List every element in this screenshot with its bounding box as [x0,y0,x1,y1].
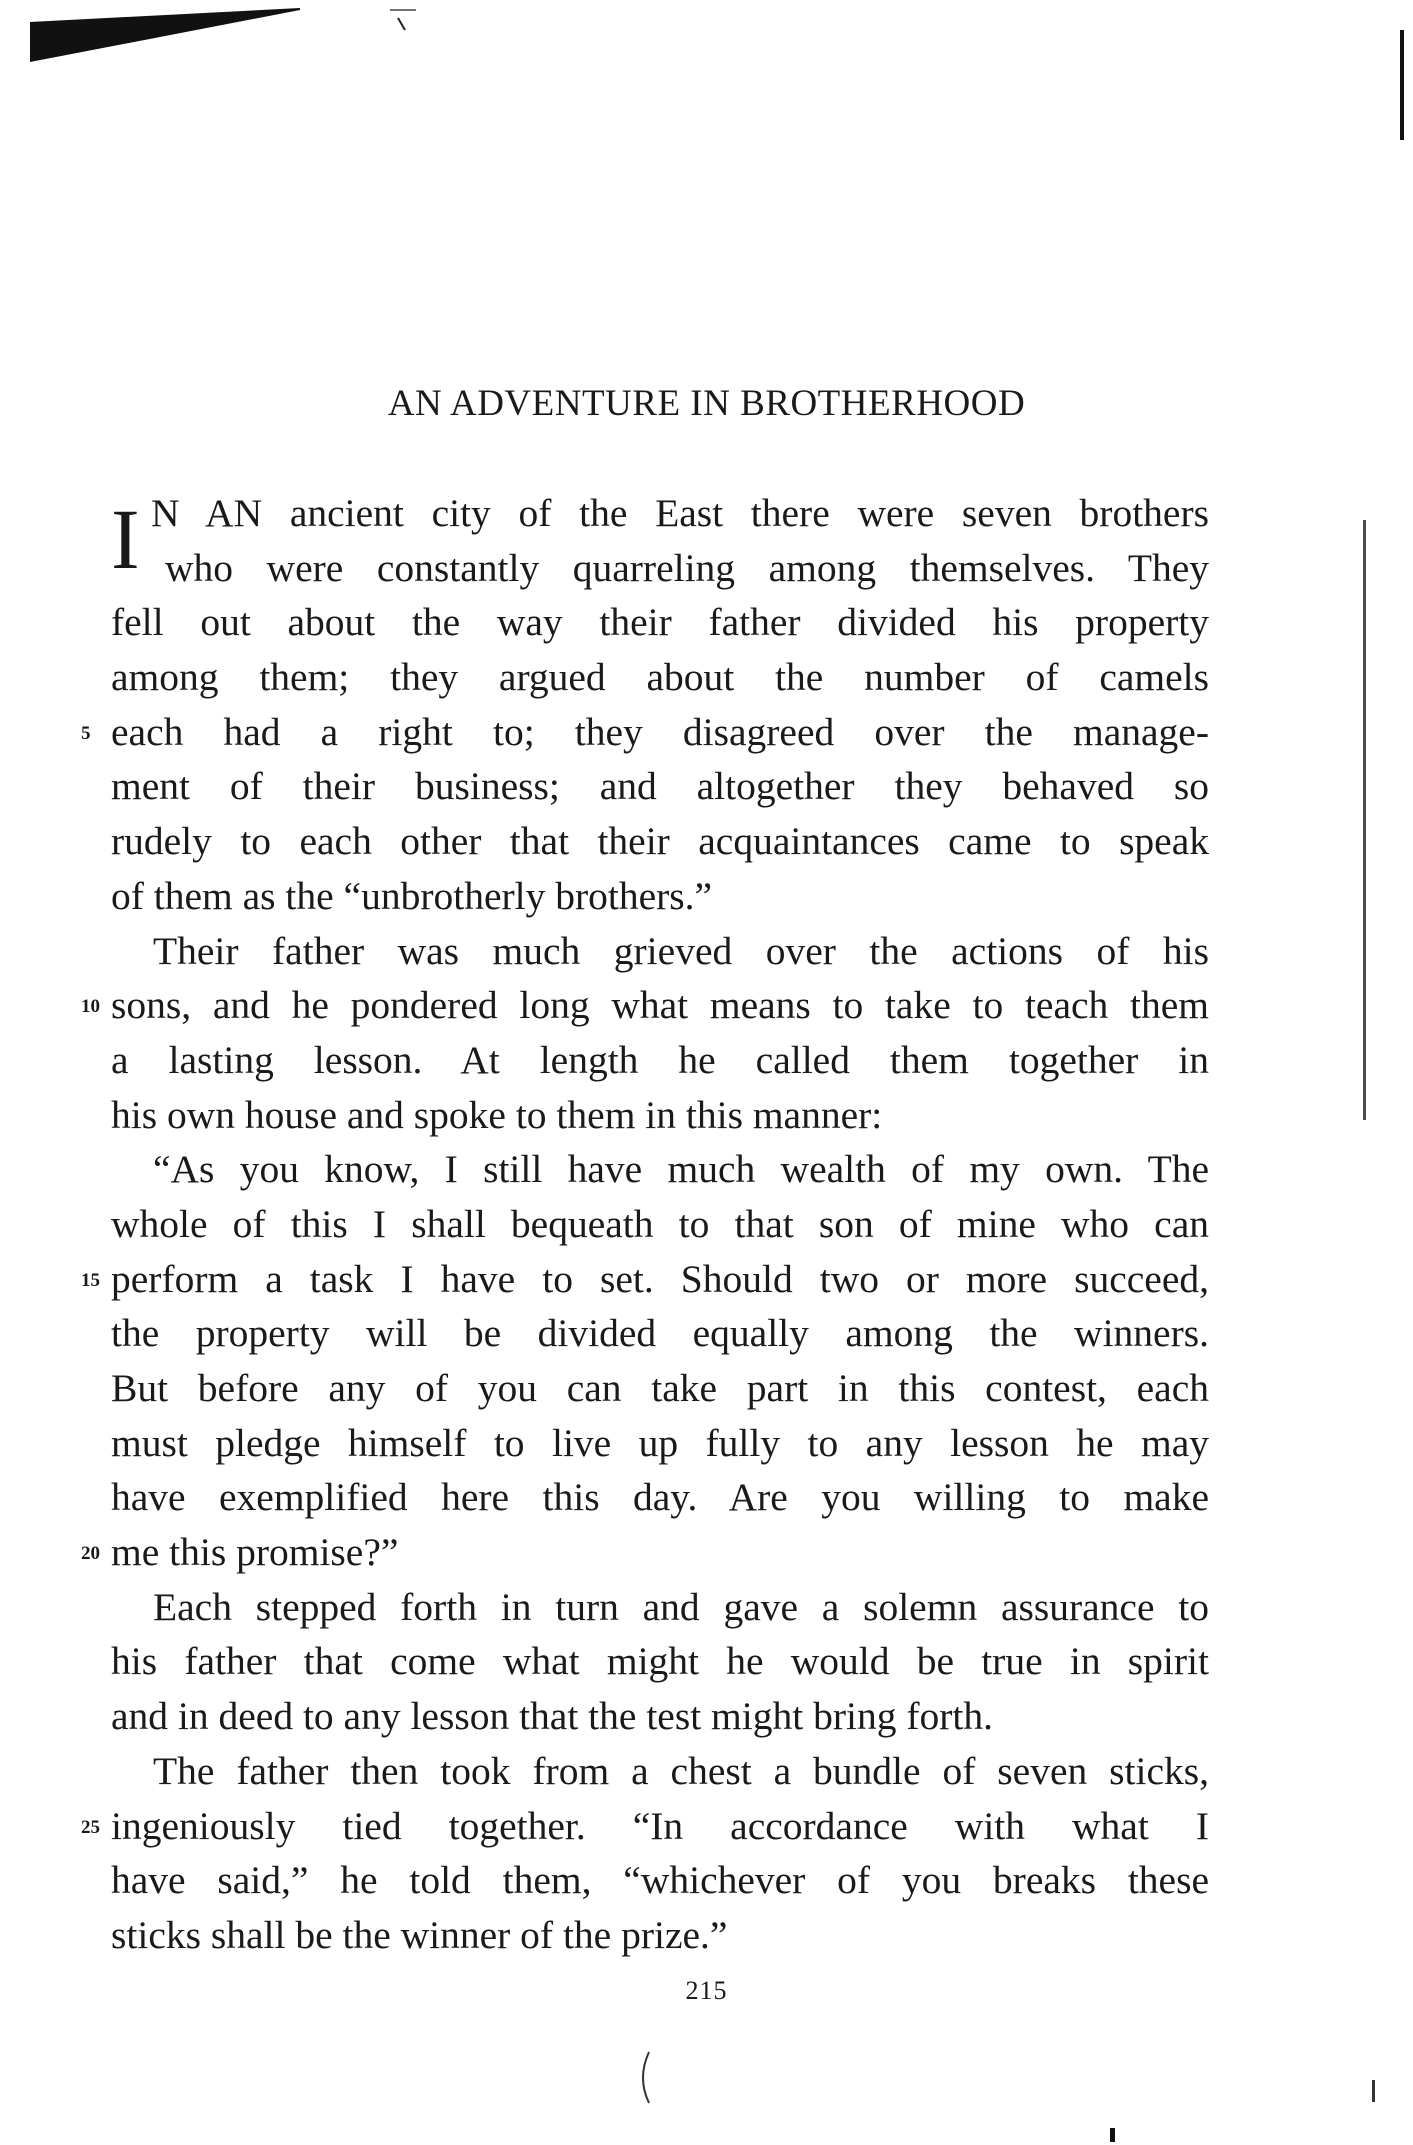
line-number: 15 [81,1269,100,1291]
line-text: and in deed to any lesson that the test might bring forth. [111,1694,993,1739]
line-text: ingeniously tied together. “In accordance with what I [111,1803,1209,1848]
line-text: fell out about the way their father divided his property [111,600,1209,645]
line-text: Their father was much grieved over the actions of his [153,928,1209,973]
scan-artifact-tick-bottom [1372,2080,1375,2102]
line-text: sons, and he pondered long what means to take to teach them [111,983,1209,1028]
text-line [111,1908,1209,1963]
line-text: rudely to each other that their acquaintances came to speak [111,819,1209,864]
line-text: whole of this I shall bequeath to that son of mine who can [111,1201,1209,1246]
text-line [111,1634,1209,1689]
text-line [111,759,1209,814]
line-text: a lasting lesson. At length he called them together in [111,1037,1209,1082]
text-line [111,1470,1209,1525]
text-line [81,1799,1209,1854]
line-text: But before any of you can take part in this contest, each [111,1366,1209,1410]
text-line [111,1416,1209,1471]
line-text: his father that come what might he would be true in spirit [111,1639,1209,1684]
line-text: have said,” he told them, “whichever of you breaks these [111,1858,1209,1903]
text-line [111,1306,1209,1361]
chapter-title: AN ADVENTURE IN BROTHERHOOD [387,383,1026,424]
text-line [111,814,1209,869]
text-line [111,1088,1209,1143]
text-line [111,1197,1209,1252]
text-line [81,1525,1209,1580]
line-text: The father then took from a chest a bundle of seven sticks, [153,1748,1209,1793]
line-text: sticks shall be the winner of the prize.” [111,1912,728,1957]
line-text: of them as the “unbrotherly brothers.” [111,873,713,918]
line-text: N AN ancient city of the East there were seven brothers [151,491,1209,535]
text-line [111,1361,1209,1416]
line-text: “As you know, I still have much wealth of my own. The [153,1147,1209,1192]
line-text: must pledge himself to live up fully to any lesson he may [111,1420,1209,1465]
line-text: me this promise?” [111,1530,399,1575]
line-text: have exemplified here this day. Are you willing to make [111,1475,1209,1520]
text-line [111,869,1209,924]
line-number: 25 [81,1816,100,1838]
text-line [111,1580,1209,1635]
line-text: among them; they argued about the number of camels [111,655,1209,700]
text-line [81,705,1209,760]
line-text: each had a right to; they disagreed over the manage- [111,709,1209,754]
line-text: ment of their business; and altogether they behaved so [111,764,1209,809]
line-number: 20 [81,1543,100,1565]
scan-artifact-wedge [30,4,300,62]
text-line [111,924,1209,979]
text-line [81,978,1209,1033]
text-line [111,650,1209,705]
page-number: 215 [685,1976,728,2005]
body-text [81,486,1209,1963]
scan-artifact-bracket [635,2050,655,2105]
line-text: his own house and spoke to them in this manner: [111,1092,883,1137]
scan-artifact-margin-bar [1363,520,1366,1120]
scan-artifact-tick [388,4,418,34]
text-line [111,1689,1209,1744]
text-line [111,1142,1209,1197]
text-line [111,1033,1209,1088]
text-line [111,541,1209,596]
line-number: 10 [81,996,100,1018]
drop-cap: I [111,491,140,587]
line-text: who were constantly quarreling among themselves. They [165,545,1209,590]
line-number: 5 [81,722,91,744]
text-line [81,1252,1209,1307]
line-text: Each stepped forth in turn and gave a solemn assurance to [153,1584,1209,1629]
text-line [111,1853,1209,1908]
line-text: the property will be divided equally among the winners. [111,1311,1209,1356]
line-text: perform a task I have to set. Should two or more succeed, [111,1256,1209,1301]
text-line [111,595,1209,650]
scan-artifact-edge [1400,30,1404,140]
scan-artifact-dot [1110,2128,1115,2142]
text-line [111,1744,1209,1799]
